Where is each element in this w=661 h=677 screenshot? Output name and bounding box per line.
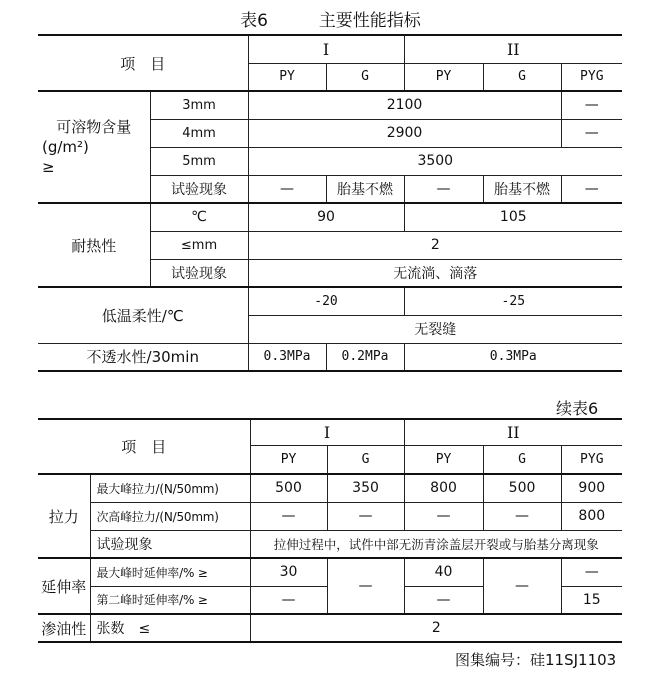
tensile-phenomenon-label: 试验现象 bbox=[90, 530, 250, 558]
group-II-header: II bbox=[404, 35, 622, 63]
tensile-max-g-II: 500 bbox=[483, 474, 561, 502]
soluble-5mm-label: 5mm bbox=[150, 147, 248, 175]
col-py-I-2: PY bbox=[250, 445, 327, 474]
water-py-I: 0.3MPa bbox=[248, 343, 326, 371]
group-II-header-2: II bbox=[404, 419, 622, 445]
soluble-phen-pyg: — bbox=[561, 175, 622, 203]
soluble-3mm-value: 2100 bbox=[248, 91, 561, 119]
soluble-3mm-label: 3mm bbox=[150, 91, 248, 119]
tensile-label: 拉力 bbox=[38, 474, 90, 558]
heat-temp-label: ℃ bbox=[150, 203, 248, 231]
oil-label: 渗油性 bbox=[38, 614, 90, 642]
elong-label: 延伸率 bbox=[38, 558, 90, 614]
col-py-I: PY bbox=[248, 63, 326, 91]
soluble-3mm-pyg: — bbox=[561, 91, 622, 119]
elong-second-py-I: — bbox=[250, 586, 327, 614]
tensile-second-label: 次高峰拉力/(N/50mm) bbox=[90, 502, 250, 530]
soluble-phen-g-II: 胎基不燃 bbox=[483, 175, 561, 203]
low-temp-II: -25 bbox=[404, 287, 622, 315]
table-name: 主要性能指标 bbox=[318, 11, 421, 31]
col-g-II-2: G bbox=[483, 445, 561, 474]
tensile-second-py-II: — bbox=[404, 502, 483, 530]
continued-label: 续表6 bbox=[556, 399, 599, 418]
col-g-I: G bbox=[326, 63, 404, 91]
soluble-5mm-value: 3500 bbox=[248, 147, 622, 175]
low-temp-I: -20 bbox=[248, 287, 404, 315]
elong-g-II: — bbox=[483, 558, 561, 614]
soluble-phen-py-I: — bbox=[248, 175, 326, 203]
heat-mm-label: ≤mm bbox=[150, 231, 248, 259]
performance-table-continued bbox=[38, 418, 622, 643]
elong-second-label: 第二峰时延伸率/% ≥ bbox=[90, 586, 250, 614]
low-temp-label: 低温柔性/℃ bbox=[38, 287, 248, 343]
atlas-number: 图集编号：硅11SJ1103 bbox=[455, 651, 617, 669]
soluble-4mm-label: 4mm bbox=[150, 119, 248, 147]
elong-second-pyg: 15 bbox=[561, 586, 622, 614]
water-II: 0.3MPa bbox=[404, 343, 622, 371]
item-header-2: 项 目 bbox=[38, 419, 250, 474]
tensile-max-py-II: 800 bbox=[404, 474, 483, 502]
col-g-II: G bbox=[483, 63, 561, 91]
table-number: 表6 bbox=[240, 11, 268, 31]
soluble-4mm-pyg: — bbox=[561, 119, 622, 147]
group-I-header-2: I bbox=[250, 419, 404, 445]
heat-label: 耐热性 bbox=[38, 203, 150, 287]
heat-temp-II: 105 bbox=[404, 203, 622, 231]
elong-max-py-II: 40 bbox=[404, 558, 483, 586]
soluble-4mm-value: 2900 bbox=[248, 119, 561, 147]
col-pyg-2: PYG bbox=[561, 445, 622, 474]
table-title bbox=[0, 6, 661, 31]
heat-mm-value: 2 bbox=[248, 231, 622, 259]
heat-temp-I: 90 bbox=[248, 203, 404, 231]
item-header: 项 目 bbox=[38, 35, 248, 91]
heat-phenomenon-value: 无流淌、滴落 bbox=[248, 259, 622, 287]
elong-max-py-I: 30 bbox=[250, 558, 327, 586]
tensile-second-g-I: — bbox=[327, 502, 404, 530]
tensile-max-py-I: 500 bbox=[250, 474, 327, 502]
col-g-I-2: G bbox=[327, 445, 404, 474]
tensile-second-pyg: 800 bbox=[561, 502, 622, 530]
soluble-phen-g-I: 胎基不燃 bbox=[326, 175, 404, 203]
tensile-max-label: 最大峰拉力/(N/50mm) bbox=[90, 474, 250, 502]
elong-max-pyg: — bbox=[561, 558, 622, 586]
water-g-I: 0.2MPa bbox=[326, 343, 404, 371]
col-pyg: PYG bbox=[561, 63, 622, 91]
oil-sub-label: 张数 ≤ bbox=[90, 614, 250, 642]
water-label: 不透水性/30min bbox=[38, 343, 248, 371]
col-py-II: PY bbox=[404, 63, 483, 91]
low-temp-result: 无裂缝 bbox=[248, 315, 622, 343]
tensile-second-py-I: — bbox=[250, 502, 327, 530]
tensile-phenomenon-value: 拉伸过程中，试件中部无沥青涂盖层开裂或与胎基分离现象 bbox=[250, 530, 622, 558]
performance-table bbox=[38, 34, 622, 372]
soluble-label: 可溶物含量 (g/m²) ≥ bbox=[38, 91, 150, 203]
tensile-max-g-I: 350 bbox=[327, 474, 404, 502]
group-I-header: I bbox=[248, 35, 404, 63]
elong-max-label: 最大峰时延伸率/% ≥ bbox=[90, 558, 250, 586]
soluble-phenomenon-label: 试验现象 bbox=[150, 175, 248, 203]
soluble-phen-py-II: — bbox=[404, 175, 483, 203]
tensile-second-g-II: — bbox=[483, 502, 561, 530]
tensile-max-pyg: 900 bbox=[561, 474, 622, 502]
oil-value: 2 bbox=[250, 614, 622, 642]
elong-second-py-II: — bbox=[404, 586, 483, 614]
elong-g-I: — bbox=[327, 558, 404, 614]
col-py-II-2: PY bbox=[404, 445, 483, 474]
heat-phenomenon-label: 试验现象 bbox=[150, 259, 248, 287]
